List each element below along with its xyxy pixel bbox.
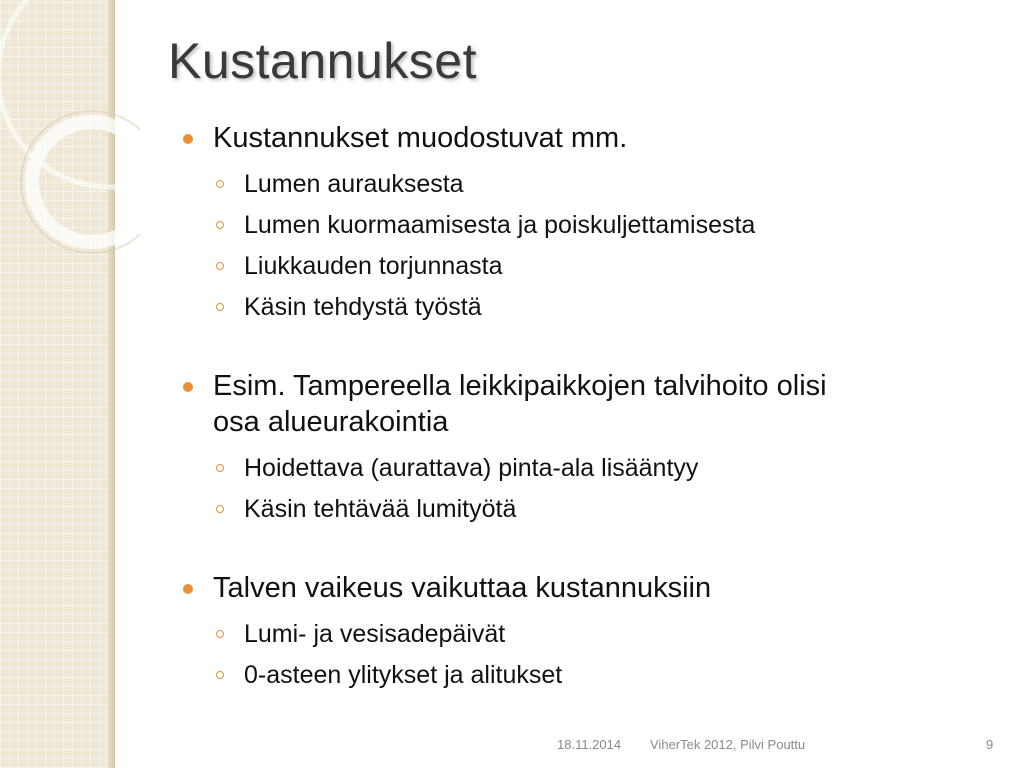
bullet-row [180, 570, 980, 606]
sub-bullet-text: Lumen aurauksesta [244, 170, 464, 198]
bullet-section-costs [180, 120, 980, 328]
sub-bullet-item [180, 489, 980, 530]
circle-bullet-icon [216, 505, 224, 513]
footer-text: ViherTek 2012, Pilvi Pouttu [650, 737, 806, 752]
circle-bullet-icon [216, 180, 224, 188]
sub-bullet-text: Lumi- ja vesisadepäivät [244, 620, 506, 648]
circle-bullet-icon [216, 262, 224, 270]
slide-content [180, 120, 980, 696]
sub-bullet-list [180, 614, 980, 696]
bullet-text: Kustannukset muodostuvat mm. [213, 122, 628, 154]
bullet-item [180, 368, 980, 530]
sub-bullet-text: Hoidettava (aurattava) pinta-ala lisääntyy [244, 454, 699, 482]
bullet-item [180, 120, 980, 328]
sub-bullet-text: Käsin tehtävää lumityötä [244, 495, 517, 523]
circle-bullet-icon [216, 221, 224, 229]
sub-bullet-text: 0-asteen ylitykset ja alitukset [244, 661, 563, 689]
sub-bullet-item [180, 246, 980, 287]
bullet-section-winter [180, 570, 980, 696]
sub-bullet-text: Lumen kuormaamisesta ja poiskuljettamisesta [244, 211, 756, 239]
bullet-row [180, 368, 980, 440]
bullet-item [180, 570, 980, 696]
circle-bullet-icon [216, 303, 224, 311]
circle-bullet-icon [216, 671, 224, 679]
sub-bullet-list [180, 164, 980, 328]
sub-bullet-item [180, 655, 980, 696]
circle-bullet-icon [216, 630, 224, 638]
sub-bullet-item [180, 448, 980, 489]
bullet-dot-icon [183, 584, 193, 594]
sub-bullet-item [180, 164, 980, 205]
circle-bullet-icon [216, 464, 224, 472]
page-number: 9 [986, 737, 994, 752]
footer-date: 18.11.2014 [557, 737, 622, 752]
slide-title: Kustannukset [168, 33, 477, 89]
sub-bullet-list [180, 448, 980, 530]
sub-bullet-item [180, 205, 980, 246]
sub-bullet-text: Liukkauden torjunnasta [244, 252, 503, 280]
sub-bullet-item [180, 614, 980, 655]
decorative-circles [0, 0, 140, 300]
sub-bullet-text: Käsin tehdystä työstä [244, 293, 482, 321]
bullet-text-line2: osa alueurakointia [213, 406, 449, 438]
bullet-dot-icon [183, 134, 193, 144]
bullet-text: Talven vaikeus vaikuttaa kustannuksiin [213, 572, 712, 604]
sub-bullet-item [180, 287, 980, 328]
bullet-dot-icon [183, 382, 193, 392]
bullet-section-tampere [180, 368, 980, 530]
bullet-text-line1: Esim. Tampereella leikkipaikkojen talvihoito olisi [213, 370, 827, 402]
bullet-row [180, 120, 980, 156]
